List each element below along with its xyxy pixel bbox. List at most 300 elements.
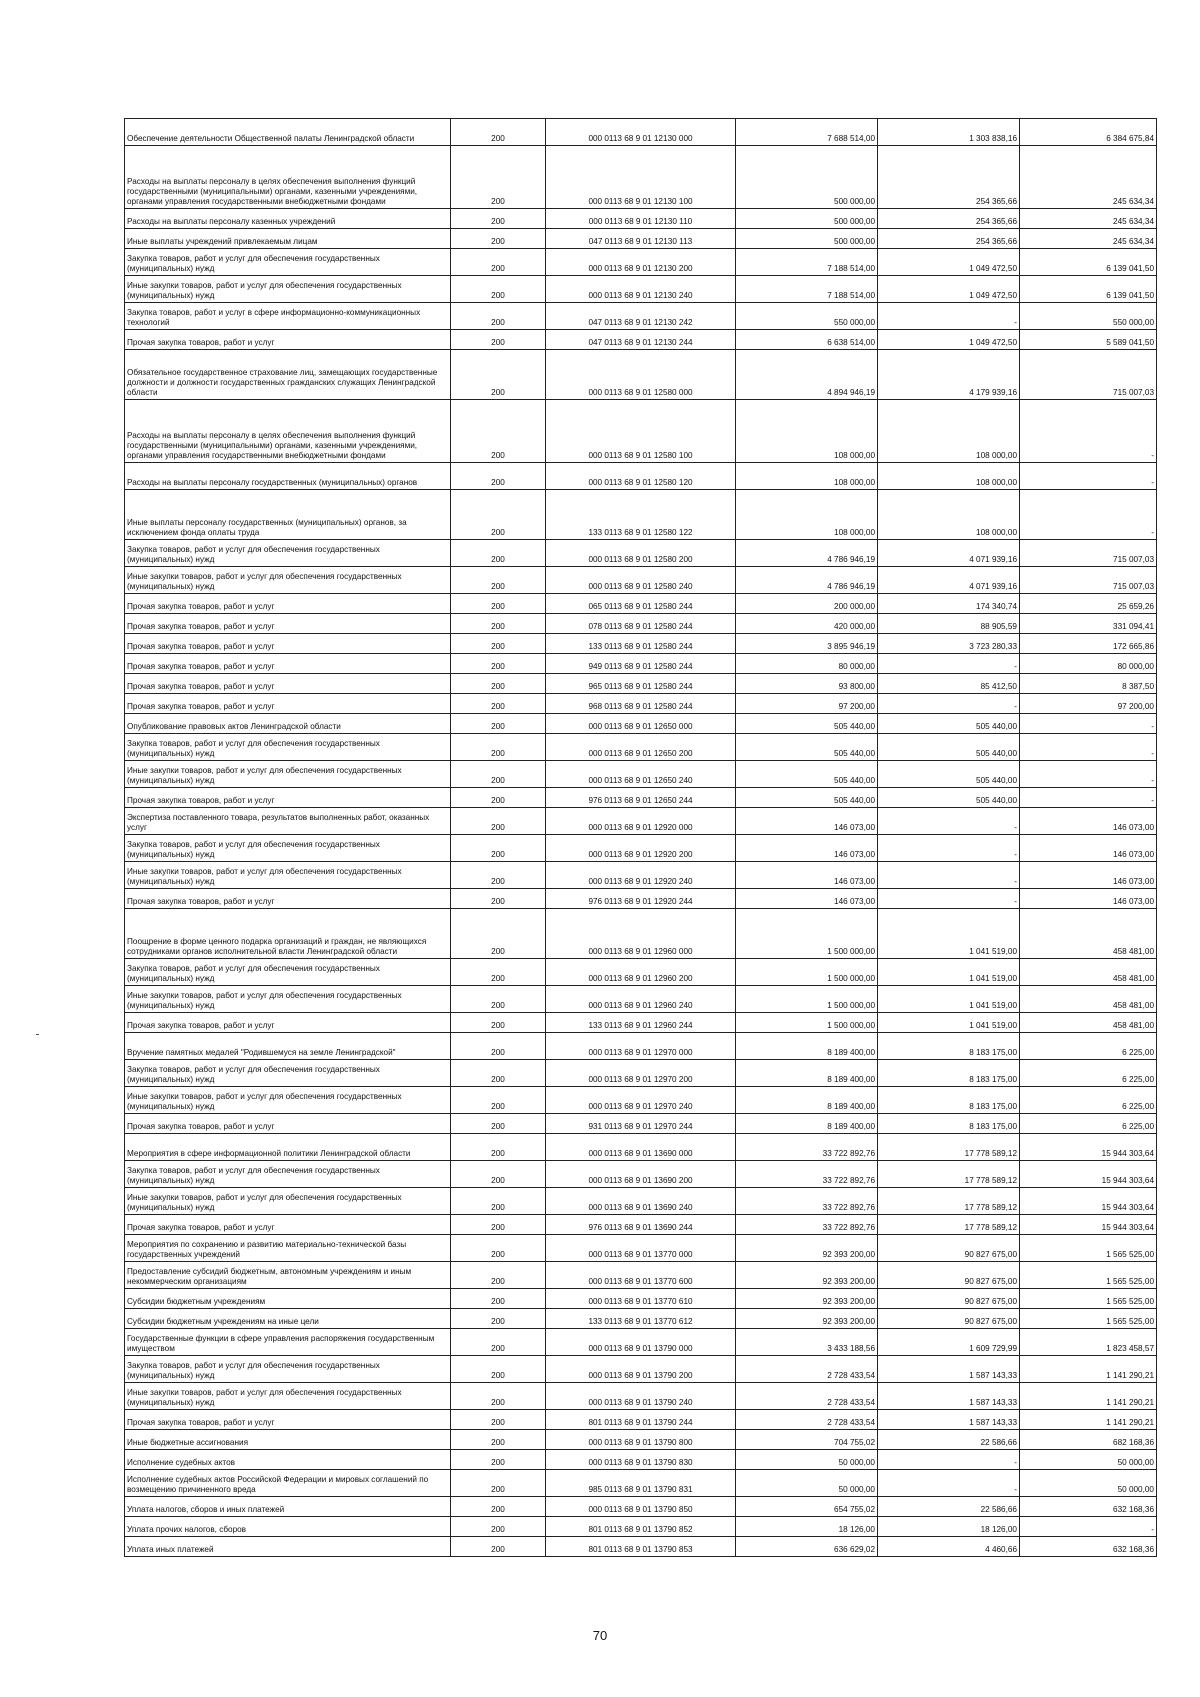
- line-code-cell: 200: [451, 1114, 546, 1134]
- table-row: [125, 350, 1157, 400]
- approved-amount-cell: 92 393 200,00: [736, 1289, 878, 1309]
- approved-amount-cell: 146 073,00: [736, 889, 878, 909]
- table-row: [125, 1309, 1157, 1329]
- row-name-cell: Уплата налогов, сборов и иных платежей: [125, 1497, 451, 1517]
- approved-amount-cell: 505 440,00: [736, 734, 878, 761]
- row-name-cell: Прочая закупка товаров, работ и услуг: [125, 889, 451, 909]
- approved-amount-cell: 33 722 892,76: [736, 1215, 878, 1235]
- unexecuted-amount-cell: 245 634,34: [1020, 229, 1157, 249]
- row-name-cell: Прочая закупка товаров, работ и услуг: [125, 634, 451, 654]
- executed-amount-cell: 4 460,66: [878, 1537, 1020, 1557]
- budget-code-cell: 000 0113 68 9 01 12580 100: [546, 400, 736, 463]
- unexecuted-amount-cell: 1 565 525,00: [1020, 1262, 1157, 1289]
- unexecuted-amount-cell: -: [1020, 788, 1157, 808]
- table-row: [125, 761, 1157, 788]
- row-name-cell: Закупка товаров, работ и услуг для обеспечения государственных (муниципальных) нужд: [125, 249, 451, 276]
- line-code-cell: 200: [451, 1289, 546, 1309]
- table-row: [125, 1410, 1157, 1430]
- approved-amount-cell: 8 189 400,00: [736, 1060, 878, 1087]
- budget-code-cell: 000 0113 68 9 01 12970 000: [546, 1033, 736, 1060]
- line-code-cell: 200: [451, 714, 546, 734]
- unexecuted-amount-cell: 50 000,00: [1020, 1470, 1157, 1497]
- unexecuted-amount-cell: 1 141 290,21: [1020, 1410, 1157, 1430]
- executed-amount-cell: 90 827 675,00: [878, 1262, 1020, 1289]
- line-code-cell: 200: [451, 400, 546, 463]
- line-code-cell: 200: [451, 788, 546, 808]
- table-row: [125, 674, 1157, 694]
- executed-amount-cell: 505 440,00: [878, 761, 1020, 788]
- line-code-cell: 200: [451, 986, 546, 1013]
- table-row: [125, 909, 1157, 959]
- budget-code-cell: 000 0113 68 9 01 12650 000: [546, 714, 736, 734]
- executed-amount-cell: 4 071 939,16: [878, 567, 1020, 594]
- unexecuted-amount-cell: 715 007,03: [1020, 567, 1157, 594]
- row-name-cell: Опубликование правовых актов Ленинградской области: [125, 714, 451, 734]
- approved-amount-cell: 500 000,00: [736, 209, 878, 229]
- line-code-cell: 200: [451, 249, 546, 276]
- table-row: [125, 1033, 1157, 1060]
- executed-amount-cell: 1 303 838,16: [878, 119, 1020, 146]
- executed-amount-cell: -: [878, 808, 1020, 835]
- row-name-cell: Закупка товаров, работ и услуг для обеспечения государственных (муниципальных) нужд: [125, 540, 451, 567]
- executed-amount-cell: 1 041 519,00: [878, 1013, 1020, 1033]
- unexecuted-amount-cell: 15 944 303,64: [1020, 1188, 1157, 1215]
- executed-amount-cell: 8 183 175,00: [878, 1060, 1020, 1087]
- row-name-cell: Обеспечение деятельности Общественной палаты Ленинградской области: [125, 119, 451, 146]
- executed-amount-cell: 174 340,74: [878, 594, 1020, 614]
- budget-code-cell: 133 0113 68 9 01 12580 122: [546, 490, 736, 540]
- row-name-cell: Прочая закупка товаров, работ и услуг: [125, 1215, 451, 1235]
- table-row: [125, 788, 1157, 808]
- row-name-cell: Закупка товаров, работ и услуг для обеспечения государственных (муниципальных) нужд: [125, 835, 451, 862]
- line-code-cell: 200: [451, 330, 546, 350]
- row-name-cell: Экспертиза поставленного товара, результатов выполненных работ, оказанных услуг: [125, 808, 451, 835]
- executed-amount-cell: 90 827 675,00: [878, 1235, 1020, 1262]
- budget-code-cell: 000 0113 68 9 01 12580 000: [546, 350, 736, 400]
- budget-table-sheet: [124, 118, 1156, 1557]
- table-row: [125, 400, 1157, 463]
- budget-code-cell: 968 0113 68 9 01 12580 244: [546, 694, 736, 714]
- unexecuted-amount-cell: 6 225,00: [1020, 1060, 1157, 1087]
- table-row: [125, 1188, 1157, 1215]
- approved-amount-cell: 50 000,00: [736, 1450, 878, 1470]
- approved-amount-cell: 146 073,00: [736, 862, 878, 889]
- line-code-cell: 200: [451, 1262, 546, 1289]
- row-name-cell: Прочая закупка товаров, работ и услуг: [125, 1410, 451, 1430]
- approved-amount-cell: 550 000,00: [736, 303, 878, 330]
- approved-amount-cell: 80 000,00: [736, 654, 878, 674]
- table-row: [125, 1134, 1157, 1161]
- executed-amount-cell: 17 778 589,12: [878, 1215, 1020, 1235]
- approved-amount-cell: 200 000,00: [736, 594, 878, 614]
- unexecuted-amount-cell: 6 225,00: [1020, 1087, 1157, 1114]
- executed-amount-cell: 1 041 519,00: [878, 959, 1020, 986]
- unexecuted-amount-cell: 5 589 041,50: [1020, 330, 1157, 350]
- table-row: [125, 229, 1157, 249]
- budget-code-cell: 000 0113 68 9 01 12580 120: [546, 463, 736, 490]
- row-name-cell: Вручение памятных медалей "Родившемуся на земле Ленинградской": [125, 1033, 451, 1060]
- row-name-cell: Иные бюджетные ассигнования: [125, 1430, 451, 1450]
- row-name-cell: Закупка товаров, работ и услуг для обеспечения государственных (муниципальных) нужд: [125, 734, 451, 761]
- line-code-cell: 200: [451, 1537, 546, 1557]
- unexecuted-amount-cell: 458 481,00: [1020, 986, 1157, 1013]
- table-row: [125, 1114, 1157, 1134]
- approved-amount-cell: 108 000,00: [736, 463, 878, 490]
- unexecuted-amount-cell: 6 225,00: [1020, 1033, 1157, 1060]
- table-row: [125, 654, 1157, 674]
- unexecuted-amount-cell: 1 141 290,21: [1020, 1356, 1157, 1383]
- row-name-cell: Исполнение судебных актов Российской Федерации и мировых соглашений по возмещению причиненного вреда: [125, 1470, 451, 1497]
- executed-amount-cell: 254 365,66: [878, 209, 1020, 229]
- budget-code-cell: 000 0113 68 9 01 12960 000: [546, 909, 736, 959]
- line-code-cell: 200: [451, 463, 546, 490]
- executed-amount-cell: -: [878, 889, 1020, 909]
- line-code-cell: 200: [451, 694, 546, 714]
- budget-code-cell: 976 0113 68 9 01 12650 244: [546, 788, 736, 808]
- approved-amount-cell: 92 393 200,00: [736, 1235, 878, 1262]
- unexecuted-amount-cell: 50 000,00: [1020, 1450, 1157, 1470]
- row-name-cell: Расходы на выплаты персоналу государственных (муниципальных) органов: [125, 463, 451, 490]
- executed-amount-cell: 1 587 143,33: [878, 1356, 1020, 1383]
- budget-code-cell: 000 0113 68 9 01 12580 200: [546, 540, 736, 567]
- line-code-cell: 200: [451, 761, 546, 788]
- unexecuted-amount-cell: -: [1020, 1517, 1157, 1537]
- line-code-cell: 200: [451, 1134, 546, 1161]
- executed-amount-cell: 4 179 939,16: [878, 350, 1020, 400]
- unexecuted-amount-cell: 1 565 525,00: [1020, 1235, 1157, 1262]
- row-name-cell: Иные закупки товаров, работ и услуг для обеспечения государственных (муниципальных) нужд: [125, 567, 451, 594]
- line-code-cell: 200: [451, 808, 546, 835]
- unexecuted-amount-cell: 6 139 041,50: [1020, 249, 1157, 276]
- line-code-cell: 200: [451, 1309, 546, 1329]
- unexecuted-amount-cell: 715 007,03: [1020, 350, 1157, 400]
- table-row: [125, 594, 1157, 614]
- budget-code-cell: 000 0113 68 9 01 13790 240: [546, 1383, 736, 1410]
- row-name-cell: Иные выплаты учреждений привлекаемым лицам: [125, 229, 451, 249]
- budget-code-cell: 801 0113 68 9 01 13790 853: [546, 1537, 736, 1557]
- executed-amount-cell: 108 000,00: [878, 400, 1020, 463]
- row-name-cell: Поощрение в форме ценного подарка организаций и граждан, не являющихся сотрудниками органов исполнительной власти Ленинградской области: [125, 909, 451, 959]
- budget-code-cell: 801 0113 68 9 01 13790 852: [546, 1517, 736, 1537]
- approved-amount-cell: 146 073,00: [736, 835, 878, 862]
- row-name-cell: Уплата прочих налогов, сборов: [125, 1517, 451, 1537]
- unexecuted-amount-cell: 15 944 303,64: [1020, 1161, 1157, 1188]
- row-name-cell: Прочая закупка товаров, работ и услуг: [125, 1114, 451, 1134]
- line-code-cell: 200: [451, 229, 546, 249]
- row-name-cell: Закупка товаров, работ и услуг для обеспечения государственных (муниципальных) нужд: [125, 1161, 451, 1188]
- line-code-cell: 200: [451, 835, 546, 862]
- line-code-cell: 200: [451, 1356, 546, 1383]
- table-row: [125, 1356, 1157, 1383]
- executed-amount-cell: 8 183 175,00: [878, 1033, 1020, 1060]
- budget-code-cell: 000 0113 68 9 01 12960 200: [546, 959, 736, 986]
- approved-amount-cell: 33 722 892,76: [736, 1161, 878, 1188]
- budget-code-cell: 949 0113 68 9 01 12580 244: [546, 654, 736, 674]
- budget-code-cell: 047 0113 68 9 01 12130 113: [546, 229, 736, 249]
- table-row: [125, 209, 1157, 229]
- unexecuted-amount-cell: 97 200,00: [1020, 694, 1157, 714]
- executed-amount-cell: -: [878, 1450, 1020, 1470]
- approved-amount-cell: 3 433 188,56: [736, 1329, 878, 1356]
- unexecuted-amount-cell: 331 094,41: [1020, 614, 1157, 634]
- table-row: [125, 1060, 1157, 1087]
- executed-amount-cell: 22 586,66: [878, 1430, 1020, 1450]
- row-name-cell: Прочая закупка товаров, работ и услуг: [125, 1013, 451, 1033]
- page-number: 70: [592, 1628, 608, 1643]
- budget-code-cell: 133 0113 68 9 01 12960 244: [546, 1013, 736, 1033]
- executed-amount-cell: 1 049 472,50: [878, 330, 1020, 350]
- unexecuted-amount-cell: 146 073,00: [1020, 808, 1157, 835]
- approved-amount-cell: 505 440,00: [736, 714, 878, 734]
- row-name-cell: Иные закупки товаров, работ и услуг для обеспечения государственных (муниципальных) нужд: [125, 1188, 451, 1215]
- budget-code-cell: 000 0113 68 9 01 12960 240: [546, 986, 736, 1013]
- executed-amount-cell: -: [878, 694, 1020, 714]
- unexecuted-amount-cell: 632 168,36: [1020, 1497, 1157, 1517]
- unexecuted-amount-cell: 458 481,00: [1020, 909, 1157, 959]
- line-code-cell: 200: [451, 567, 546, 594]
- approved-amount-cell: 7 188 514,00: [736, 249, 878, 276]
- unexecuted-amount-cell: 8 387,50: [1020, 674, 1157, 694]
- table-row: [125, 1383, 1157, 1410]
- line-code-cell: 200: [451, 1450, 546, 1470]
- unexecuted-amount-cell: 80 000,00: [1020, 654, 1157, 674]
- table-row: [125, 959, 1157, 986]
- row-name-cell: Прочая закупка товаров, работ и услуг: [125, 654, 451, 674]
- budget-code-cell: 000 0113 68 9 01 13790 800: [546, 1430, 736, 1450]
- line-code-cell: 200: [451, 634, 546, 654]
- table-row: [125, 889, 1157, 909]
- executed-amount-cell: 18 126,00: [878, 1517, 1020, 1537]
- executed-amount-cell: 4 071 939,16: [878, 540, 1020, 567]
- approved-amount-cell: 8 189 400,00: [736, 1033, 878, 1060]
- budget-code-cell: 000 0113 68 9 01 13790 200: [546, 1356, 736, 1383]
- table-row: [125, 986, 1157, 1013]
- line-code-cell: 200: [451, 276, 546, 303]
- approved-amount-cell: 6 638 514,00: [736, 330, 878, 350]
- table-row: [125, 614, 1157, 634]
- row-name-cell: Закупка товаров, работ и услуг в сфере информационно-коммуникационных технологий: [125, 303, 451, 330]
- row-name-cell: Прочая закупка товаров, работ и услуг: [125, 614, 451, 634]
- row-name-cell: Прочая закупка товаров, работ и услуг: [125, 330, 451, 350]
- approved-amount-cell: 33 722 892,76: [736, 1134, 878, 1161]
- budget-code-cell: 000 0113 68 9 01 12970 200: [546, 1060, 736, 1087]
- budget-code-cell: 000 0113 68 9 01 12920 200: [546, 835, 736, 862]
- row-name-cell: Иные закупки товаров, работ и услуг для обеспечения государственных (муниципальных) нужд: [125, 862, 451, 889]
- budget-code-cell: 000 0113 68 9 01 13790 000: [546, 1329, 736, 1356]
- unexecuted-amount-cell: -: [1020, 714, 1157, 734]
- executed-amount-cell: 108 000,00: [878, 490, 1020, 540]
- table-row: [125, 463, 1157, 490]
- row-name-cell: Субсидии бюджетным учреждениям на иные цели: [125, 1309, 451, 1329]
- table-row: [125, 249, 1157, 276]
- table-row: [125, 1430, 1157, 1450]
- budget-code-cell: 000 0113 68 9 01 12650 240: [546, 761, 736, 788]
- unexecuted-amount-cell: 1 565 525,00: [1020, 1309, 1157, 1329]
- approved-amount-cell: 500 000,00: [736, 229, 878, 249]
- table-row: [125, 808, 1157, 835]
- executed-amount-cell: 8 183 175,00: [878, 1114, 1020, 1134]
- executed-amount-cell: -: [878, 862, 1020, 889]
- executed-amount-cell: 505 440,00: [878, 734, 1020, 761]
- budget-code-cell: 065 0113 68 9 01 12580 244: [546, 594, 736, 614]
- table-row: [125, 1470, 1157, 1497]
- budget-code-cell: 133 0113 68 9 01 13770 612: [546, 1309, 736, 1329]
- unexecuted-amount-cell: 15 944 303,64: [1020, 1215, 1157, 1235]
- approved-amount-cell: 654 755,02: [736, 1497, 878, 1517]
- table-row: [125, 1262, 1157, 1289]
- table-row: [125, 119, 1157, 146]
- executed-amount-cell: 17 778 589,12: [878, 1134, 1020, 1161]
- line-code-cell: 200: [451, 862, 546, 889]
- row-name-cell: Закупка товаров, работ и услуг для обеспечения государственных (муниципальных) нужд: [125, 1060, 451, 1087]
- budget-code-cell: 000 0113 68 9 01 13770 600: [546, 1262, 736, 1289]
- table-row: [125, 330, 1157, 350]
- row-name-cell: Иные закупки товаров, работ и услуг для обеспечения государственных (муниципальных) нужд: [125, 1383, 451, 1410]
- budget-code-cell: 133 0113 68 9 01 12580 244: [546, 634, 736, 654]
- row-name-cell: Мероприятия по сохранению и развитию материально-технической базы государственных учреждений: [125, 1235, 451, 1262]
- executed-amount-cell: -: [878, 835, 1020, 862]
- row-name-cell: Прочая закупка товаров, работ и услуг: [125, 788, 451, 808]
- approved-amount-cell: 92 393 200,00: [736, 1309, 878, 1329]
- unexecuted-amount-cell: 245 634,34: [1020, 146, 1157, 209]
- executed-amount-cell: 90 827 675,00: [878, 1289, 1020, 1309]
- line-code-cell: 200: [451, 350, 546, 400]
- line-code-cell: 200: [451, 119, 546, 146]
- executed-amount-cell: -: [878, 303, 1020, 330]
- approved-amount-cell: 8 189 400,00: [736, 1114, 878, 1134]
- table-row: [125, 734, 1157, 761]
- budget-code-cell: 047 0113 68 9 01 12130 242: [546, 303, 736, 330]
- unexecuted-amount-cell: 550 000,00: [1020, 303, 1157, 330]
- unexecuted-amount-cell: 146 073,00: [1020, 835, 1157, 862]
- unexecuted-amount-cell: 458 481,00: [1020, 959, 1157, 986]
- executed-amount-cell: 254 365,66: [878, 229, 1020, 249]
- table-row: [125, 1537, 1157, 1557]
- budget-code-cell: 000 0113 68 9 01 12920 000: [546, 808, 736, 835]
- budget-code-cell: 985 0113 68 9 01 13790 831: [546, 1470, 736, 1497]
- budget-code-cell: 976 0113 68 9 01 12920 244: [546, 889, 736, 909]
- line-code-cell: 200: [451, 594, 546, 614]
- line-code-cell: 200: [451, 909, 546, 959]
- line-code-cell: 200: [451, 959, 546, 986]
- budget-code-cell: 000 0113 68 9 01 12650 200: [546, 734, 736, 761]
- executed-amount-cell: 505 440,00: [878, 714, 1020, 734]
- approved-amount-cell: 108 000,00: [736, 400, 878, 463]
- unexecuted-amount-cell: 6 139 041,50: [1020, 276, 1157, 303]
- line-code-cell: 200: [451, 1033, 546, 1060]
- row-name-cell: Государственные функции в сфере управления распоряжения государственным имуществом: [125, 1329, 451, 1356]
- executed-amount-cell: 85 412,50: [878, 674, 1020, 694]
- budget-code-cell: 000 0113 68 9 01 13690 200: [546, 1161, 736, 1188]
- row-name-cell: Расходы на выплаты персоналу казенных учреждений: [125, 209, 451, 229]
- unexecuted-amount-cell: 715 007,03: [1020, 540, 1157, 567]
- approved-amount-cell: 1 500 000,00: [736, 909, 878, 959]
- row-name-cell: Расходы на выплаты персоналу в целях обеспечения выполнения функций государственными (муниципальными) органами, казенными учреждениями, органами управления государственными внебюджетными фондами: [125, 146, 451, 209]
- table-row: [125, 540, 1157, 567]
- unexecuted-amount-cell: 458 481,00: [1020, 1013, 1157, 1033]
- budget-code-cell: 931 0113 68 9 01 12970 244: [546, 1114, 736, 1134]
- approved-amount-cell: 2 728 433,54: [736, 1356, 878, 1383]
- budget-code-cell: 000 0113 68 9 01 12130 100: [546, 146, 736, 209]
- line-code-cell: 200: [451, 1470, 546, 1497]
- approved-amount-cell: 505 440,00: [736, 788, 878, 808]
- table-body: [125, 119, 1157, 1557]
- line-code-cell: 200: [451, 1215, 546, 1235]
- budget-code-cell: 000 0113 68 9 01 12920 240: [546, 862, 736, 889]
- approved-amount-cell: 7 688 514,00: [736, 119, 878, 146]
- line-code-cell: 200: [451, 1013, 546, 1033]
- executed-amount-cell: 1 041 519,00: [878, 986, 1020, 1013]
- executed-amount-cell: 3 723 280,33: [878, 634, 1020, 654]
- row-name-cell: Уплата иных платежей: [125, 1537, 451, 1557]
- budget-code-cell: 000 0113 68 9 01 12580 240: [546, 567, 736, 594]
- executed-amount-cell: 1 049 472,50: [878, 249, 1020, 276]
- executed-amount-cell: 1 587 143,33: [878, 1410, 1020, 1430]
- executed-amount-cell: 90 827 675,00: [878, 1309, 1020, 1329]
- row-name-cell: Иные закупки товаров, работ и услуг для обеспечения государственных (муниципальных) нужд: [125, 986, 451, 1013]
- budget-code-cell: 000 0113 68 9 01 13690 000: [546, 1134, 736, 1161]
- approved-amount-cell: 93 800,00: [736, 674, 878, 694]
- table-row: [125, 303, 1157, 330]
- executed-amount-cell: 22 586,66: [878, 1497, 1020, 1517]
- budget-code-cell: 000 0113 68 9 01 13770 610: [546, 1289, 736, 1309]
- table-row: [125, 634, 1157, 654]
- table-row: [125, 1087, 1157, 1114]
- line-code-cell: 200: [451, 674, 546, 694]
- unexecuted-amount-cell: -: [1020, 400, 1157, 463]
- line-code-cell: 200: [451, 614, 546, 634]
- unexecuted-amount-cell: 245 634,34: [1020, 209, 1157, 229]
- line-code-cell: 200: [451, 146, 546, 209]
- budget-code-cell: 000 0113 68 9 01 13770 000: [546, 1235, 736, 1262]
- executed-amount-cell: -: [878, 654, 1020, 674]
- table-row: [125, 276, 1157, 303]
- approved-amount-cell: 704 755,02: [736, 1430, 878, 1450]
- approved-amount-cell: 4 894 946,19: [736, 350, 878, 400]
- executed-amount-cell: 88 905,59: [878, 614, 1020, 634]
- table-row: [125, 1497, 1157, 1517]
- approved-amount-cell: 92 393 200,00: [736, 1262, 878, 1289]
- approved-amount-cell: 146 073,00: [736, 808, 878, 835]
- line-code-cell: 200: [451, 209, 546, 229]
- unexecuted-amount-cell: -: [1020, 734, 1157, 761]
- line-code-cell: 200: [451, 303, 546, 330]
- table-row: [125, 1215, 1157, 1235]
- row-name-cell: Прочая закупка товаров, работ и услуг: [125, 674, 451, 694]
- unexecuted-amount-cell: 146 073,00: [1020, 889, 1157, 909]
- unexecuted-amount-cell: -: [1020, 761, 1157, 788]
- budget-code-cell: 976 0113 68 9 01 13690 244: [546, 1215, 736, 1235]
- approved-amount-cell: 2 728 433,54: [736, 1410, 878, 1430]
- executed-amount-cell: -: [878, 1470, 1020, 1497]
- row-name-cell: Иные закупки товаров, работ и услуг для обеспечения государственных (муниципальных) нужд: [125, 1087, 451, 1114]
- approved-amount-cell: 8 189 400,00: [736, 1087, 878, 1114]
- approved-amount-cell: 4 786 946,19: [736, 540, 878, 567]
- executed-amount-cell: 1 049 472,50: [878, 276, 1020, 303]
- unexecuted-amount-cell: -: [1020, 463, 1157, 490]
- line-code-cell: 200: [451, 540, 546, 567]
- budget-code-cell: 000 0113 68 9 01 12130 240: [546, 276, 736, 303]
- executed-amount-cell: 505 440,00: [878, 788, 1020, 808]
- line-code-cell: 200: [451, 1497, 546, 1517]
- line-code-cell: 200: [451, 1430, 546, 1450]
- line-code-cell: 200: [451, 1188, 546, 1215]
- budget-code-cell: 000 0113 68 9 01 13790 850: [546, 1497, 736, 1517]
- row-name-cell: Иные закупки товаров, работ и услуг для обеспечения государственных (муниципальных) нужд: [125, 761, 451, 788]
- executed-amount-cell: 17 778 589,12: [878, 1188, 1020, 1215]
- row-name-cell: Закупка товаров, работ и услуг для обеспечения государственных (муниципальных) нужд: [125, 959, 451, 986]
- line-code-cell: 200: [451, 654, 546, 674]
